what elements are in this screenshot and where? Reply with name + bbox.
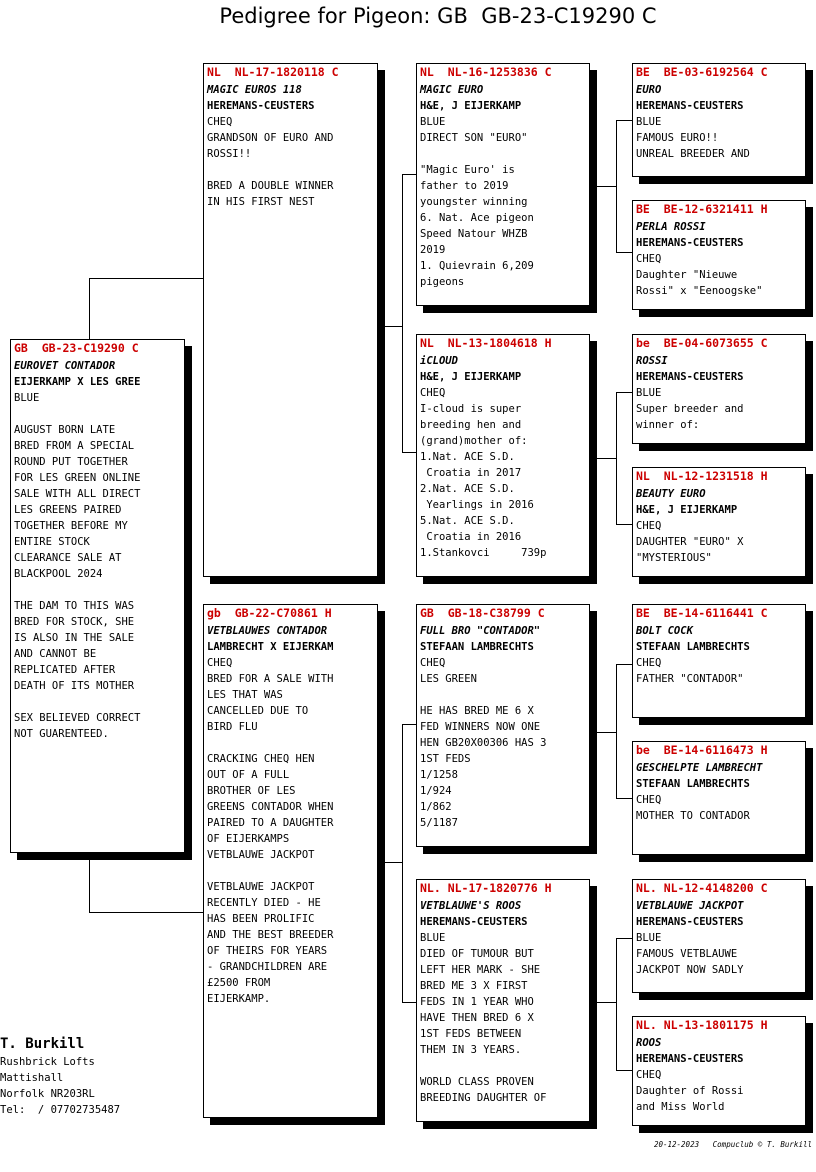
pigeon-note-line: MOTHER TO CONTADOR xyxy=(636,810,750,822)
pigeon-box-dam xyxy=(203,604,378,1118)
pigeon-note-line xyxy=(207,162,374,178)
pigeon-note-line: pigeons xyxy=(420,276,465,288)
pigeon-note-line: BLUE xyxy=(636,932,662,944)
pigeon-note-line: CHEQ xyxy=(636,794,662,806)
pigeon-name: VETBLAUWE JACKPOT xyxy=(636,900,744,912)
pigeon-note-line: LES GREENS PAIRED xyxy=(14,504,122,516)
pigeon-note-line xyxy=(14,694,181,710)
pigeon-box-dam-sire xyxy=(416,604,590,847)
connector xyxy=(616,938,617,1070)
pigeon-name: MAGIC EUROS 118 xyxy=(207,84,302,96)
connector xyxy=(616,664,617,798)
pigeon-note-line: 1.Nat. ACE S.D. xyxy=(420,451,515,463)
ring-number: NL NL-13-1804618 H xyxy=(420,336,552,350)
connector xyxy=(89,278,90,340)
connector xyxy=(402,1002,416,1003)
breeder-name: STEFAAN LAMBRECHTS xyxy=(636,778,750,790)
pigeon-note-line: "MYSTERIOUS" xyxy=(636,552,712,564)
breeder-name: HEREMANS-CEUSTERS xyxy=(420,916,528,928)
pigeon-note-line: BREEDING DAUGHTER OF xyxy=(420,1092,547,1104)
pigeon-note-line: DAUGHTER "EURO" X xyxy=(636,536,744,548)
pigeon-note-line: CHEQ xyxy=(636,1069,662,1081)
pigeon-note-line: BRED A DOUBLE WINNER xyxy=(207,180,334,192)
pigeon-note-line: HEN GB20X00306 HAS 3 xyxy=(420,737,547,749)
pigeon-name: ROOS xyxy=(636,1037,662,1049)
breeder-name: HEREMANS-CEUSTERS xyxy=(207,100,315,112)
pigeon-note-line: HAVE THEN BRED 6 X xyxy=(420,1012,534,1024)
pigeon-box-dam-dam-sire xyxy=(632,879,806,993)
pigeon-note-line: 1. Quievrain 6,209 xyxy=(420,260,534,272)
pigeon-note-line: father to 2019 xyxy=(420,180,509,192)
pigeon-note-line: Daughter "Nieuwe xyxy=(636,269,738,281)
pigeon-note-line: GREENS CONTADOR WHEN xyxy=(207,801,334,813)
pigeon-note-line: DIED OF TUMOUR BUT xyxy=(420,948,534,960)
pigeon-name: iCLOUD xyxy=(420,355,458,367)
pigeon-note-line: OF EIJERKAMPS xyxy=(207,833,290,845)
pigeon-note-line: 1.Stankovci 739p xyxy=(420,547,547,559)
connector xyxy=(616,798,632,799)
pigeon-note-line: LEFT HER MARK - SHE xyxy=(420,964,541,976)
breeder-name: STEFAAN LAMBRECHTS xyxy=(420,641,534,653)
connector xyxy=(596,1002,616,1003)
pigeon-note-line: VETBLAUWE JACKPOT xyxy=(207,849,315,861)
pigeon-note-line: CLEARANCE SALE AT xyxy=(14,552,122,564)
pigeon-note-line: and Miss World xyxy=(636,1101,725,1113)
pigeon-note-line: AUGUST BORN LATE xyxy=(14,424,116,436)
ring-number: NL NL-17-1820118 C xyxy=(207,65,339,79)
breeder-name: HEREMANS-CEUSTERS xyxy=(636,237,744,249)
pigeon-note-line: FED WINNERS NOW ONE xyxy=(420,721,541,733)
pigeon-note-line xyxy=(420,146,586,162)
pigeon-note-line: CHEQ xyxy=(207,657,233,669)
pigeon-box-sire-sire xyxy=(416,63,590,306)
pigeon-note-line: CHEQ xyxy=(636,657,662,669)
pigeon-note-line: I-cloud is super xyxy=(420,403,522,415)
pigeon-note-line: BROTHER OF LES xyxy=(207,785,296,797)
pigeon-box-sire-sire-dam xyxy=(632,200,806,310)
breeder-name: H&E, J EIJERKAMP xyxy=(420,371,522,383)
pigeon-note-line: VETBLAUWE JACKPOT xyxy=(207,881,315,893)
pigeon-note-line: BRED FROM A SPECIAL xyxy=(14,440,135,452)
pigeon-note-line: 6. Nat. Ace pigeon xyxy=(420,212,534,224)
breeder-name: H&E, J EIJERKAMP xyxy=(636,504,738,516)
pigeon-note-line: Yearlings in 2016 xyxy=(420,499,534,511)
pigeon-note-line: EIJERKAMP. xyxy=(207,993,271,1005)
pigeon-note-line: Croatia in 2016 xyxy=(420,531,522,543)
connector xyxy=(402,724,416,725)
breeder-name: HEREMANS-CEUSTERS xyxy=(636,371,744,383)
pigeon-box-dam-sire-dam xyxy=(632,741,806,855)
pigeon-note-line: AND CANNOT BE xyxy=(14,648,97,660)
ring-number: NL. NL-13-1801175 H xyxy=(636,1018,768,1032)
breeder-name: EIJERKAMP X LES GREE xyxy=(14,376,141,388)
pigeon-name: EURO xyxy=(636,84,662,96)
pigeon-note-line: FEDS IN 1 YEAR WHO xyxy=(420,996,534,1008)
breeder-name: LAMBRECHT X EIJERKAM xyxy=(207,641,334,653)
pigeon-note-line: ROSSI!! xyxy=(207,148,252,160)
connector xyxy=(616,120,617,252)
pigeon-box-dam-dam-dam xyxy=(632,1016,806,1126)
pigeon-note-line: FAMOUS VETBLAUWE xyxy=(636,948,738,960)
pigeon-note-line: 1/924 xyxy=(420,785,452,797)
pigeon-note-line: HE HAS BRED ME 6 X xyxy=(420,705,534,717)
pigeon-note-line: CHEQ xyxy=(636,520,662,532)
ring-number: BE BE-03-6192564 C xyxy=(636,65,768,79)
pigeon-note-line: £2500 FROM xyxy=(207,977,271,989)
footer-credit: 20-12-2023 Compuclub © T. Burkill xyxy=(653,1140,812,1149)
pigeon-note-line: THE DAM TO THIS WAS xyxy=(14,600,135,612)
breeder-name: HEREMANS-CEUSTERS xyxy=(636,1053,744,1065)
pigeon-name: EUROVET CONTADOR xyxy=(14,360,116,372)
ring-number: NL NL-16-1253836 C xyxy=(420,65,552,79)
pigeon-note-line: BLUE xyxy=(636,116,662,128)
pigeon-note-line: DEATH OF ITS MOTHER xyxy=(14,680,135,692)
pigeon-note-line: LES THAT WAS xyxy=(207,689,283,701)
pigeon-note-line: BLUE xyxy=(420,932,446,944)
pigeon-note-line: 1ST FEDS BETWEEN xyxy=(420,1028,522,1040)
pigeon-box-sire xyxy=(203,63,378,577)
pigeon-note-line: 5.Nat. ACE S.D. xyxy=(420,515,515,527)
connector xyxy=(89,858,90,912)
pigeon-note-line: 1ST FEDS xyxy=(420,753,471,765)
ring-number: be BE-14-6116473 H xyxy=(636,743,768,757)
pigeon-box-sire-dam-dam xyxy=(632,467,806,577)
pigeon-note-line: BRED FOR STOCK, SHE xyxy=(14,616,135,628)
connector xyxy=(384,862,402,863)
pigeon-note-line: OF THEIRS FOR YEARS xyxy=(207,945,328,957)
ring-number: BE BE-12-6321411 H xyxy=(636,202,768,216)
connector xyxy=(402,452,416,453)
pigeon-note-line: IN HIS FIRST NEST xyxy=(207,196,315,208)
pigeon-note-line: Daughter of Rossi xyxy=(636,1085,744,1097)
pigeon-note-line: BLUE xyxy=(636,387,662,399)
pigeon-note-line: CHEQ xyxy=(420,387,446,399)
connector xyxy=(616,524,632,525)
connector xyxy=(402,724,403,1002)
pigeon-name: VETBLAUWE'S ROOS xyxy=(420,900,522,912)
pigeon-note-line: ENTIRE STOCK xyxy=(14,536,90,548)
connector xyxy=(384,326,402,327)
page-title: Pedigree for Pigeon: GB GB-23-C19290 C xyxy=(219,4,657,28)
pigeon-note-line: IS ALSO IN THE SALE xyxy=(14,632,135,644)
pigeon-note-line: FATHER "CONTADOR" xyxy=(636,673,744,685)
owner-address-line: Norfolk NR203RL xyxy=(0,1088,95,1100)
pigeon-note-line: SALE WITH ALL DIRECT xyxy=(14,488,141,500)
connector xyxy=(616,120,632,121)
pigeon-note-line: youngster winning xyxy=(420,196,528,208)
connector xyxy=(596,186,616,187)
pigeon-note-line: OUT OF A FULL xyxy=(207,769,290,781)
connector xyxy=(89,278,204,279)
pigeon-name: GESCHELPTE LAMBRECHT xyxy=(636,762,763,774)
pigeon-note-line: 5/1187 xyxy=(420,817,458,829)
ring-number: GB GB-23-C19290 C xyxy=(14,341,139,355)
pigeon-name: BOLT COCK xyxy=(636,625,693,637)
pigeon-note-line: WORLD CLASS PROVEN xyxy=(420,1076,534,1088)
pigeon-note-line: GRANDSON OF EURO AND xyxy=(207,132,334,144)
pigeon-box-subject xyxy=(10,339,185,853)
pigeon-note-line xyxy=(420,1058,586,1074)
pigeon-note-line: THEM IN 3 YEARS. xyxy=(420,1044,522,1056)
connector xyxy=(616,1070,632,1071)
pigeon-note-line: LES GREEN xyxy=(420,673,477,685)
pigeon-box-sire-dam-sire xyxy=(632,334,806,444)
connector xyxy=(616,392,632,393)
pigeon-note-line: 1/862 xyxy=(420,801,452,813)
pigeon-note-line: 2.Nat. ACE S.D. xyxy=(420,483,515,495)
pigeon-note-line: PAIRED TO A DAUGHTER xyxy=(207,817,334,829)
pigeon-note-line: BLUE xyxy=(420,116,446,128)
pigeon-note-line: CANCELLED DUE TO xyxy=(207,705,309,717)
connector xyxy=(616,392,617,524)
pigeon-note-line: REPLICATED AFTER xyxy=(14,664,116,676)
pigeon-note-line: 1/1258 xyxy=(420,769,458,781)
pigeon-note-line: SEX BELIEVED CORRECT xyxy=(14,712,141,724)
pigeon-note-line: FOR LES GREEN ONLINE xyxy=(14,472,141,484)
pigeon-note-line: NOT GUARENTEED. xyxy=(14,728,109,740)
owner-name: T. Burkill xyxy=(0,1036,85,1052)
pigeon-note-line: (grand)mother of: xyxy=(420,435,528,447)
pigeon-name: FULL BRO "CONTADOR" xyxy=(420,625,541,637)
pigeon-note-line xyxy=(14,406,181,422)
pigeon-note-line: BLUE xyxy=(14,392,40,404)
breeder-name: H&E, J EIJERKAMP xyxy=(420,100,522,112)
pigeon-note-line: CHEQ xyxy=(207,116,233,128)
pigeon-box-dam-dam xyxy=(416,879,590,1122)
pigeon-note-line: "Magic Euro' is xyxy=(420,164,515,176)
pigeon-note-line xyxy=(207,863,374,879)
pigeon-note-line: DIRECT SON "EURO" xyxy=(420,132,528,144)
ring-number: BE BE-14-6116441 C xyxy=(636,606,768,620)
pigeon-note-line: JACKPOT NOW SADLY xyxy=(636,964,744,976)
ring-number: NL. NL-17-1820776 H xyxy=(420,881,552,895)
pigeon-name: MAGIC EURO xyxy=(420,84,484,96)
ring-number: NL. NL-12-4148200 C xyxy=(636,881,768,895)
pigeon-note-line: FAMOUS EURO!! xyxy=(636,132,719,144)
pigeon-note-line: ROUND PUT TOGETHER xyxy=(14,456,128,468)
owner-phone: Tel: / 07702735487 xyxy=(0,1104,121,1116)
connector xyxy=(616,664,632,665)
pigeon-note-line: Croatia in 2017 xyxy=(420,467,522,479)
pigeon-note-line xyxy=(14,582,181,598)
pigeon-note-line: CRACKING CHEQ HEN xyxy=(207,753,315,765)
connector xyxy=(402,174,403,452)
breeder-name: HEREMANS-CEUSTERS xyxy=(636,916,744,928)
pigeon-note-line: BRED ME 3 X FIRST xyxy=(420,980,528,992)
pigeon-note-line: RECENTLY DIED - HE xyxy=(207,897,321,909)
pigeon-note-line: BIRD FLU xyxy=(207,721,258,733)
owner-block xyxy=(0,1034,120,1118)
breeder-name: STEFAAN LAMBRECHTS xyxy=(636,641,750,653)
pigeon-name: BEAUTY EURO xyxy=(636,488,706,500)
owner-address-line: Mattishall xyxy=(0,1072,64,1084)
pigeon-note-line: Rossi" x "Eenoogske" xyxy=(636,285,763,297)
ring-number: be BE-04-6073655 C xyxy=(636,336,768,350)
owner-address-line: Rushbrick Lofts xyxy=(0,1056,95,1068)
pigeon-note-line: AND THE BEST BREEDER xyxy=(207,929,334,941)
pigeon-name: PERLA ROSSI xyxy=(636,221,706,233)
pigeon-note-line: winner of: xyxy=(636,419,700,431)
pigeon-note-line xyxy=(420,687,586,703)
pigeon-note-line: 2019 xyxy=(420,244,446,256)
pigeon-note-line: Super breeder and xyxy=(636,403,744,415)
pigeon-note-line xyxy=(207,735,374,751)
pigeon-note-line: UNREAL BREEDER AND xyxy=(636,148,750,160)
ring-number: GB GB-18-C38799 C xyxy=(420,606,545,620)
connector xyxy=(596,458,616,459)
pigeon-note-line: TOGETHER BEFORE MY xyxy=(14,520,128,532)
pigeon-note-line: breeding hen and xyxy=(420,419,522,431)
connector xyxy=(616,938,632,939)
pigeon-name: ROSSI xyxy=(636,355,668,367)
breeder-name: HEREMANS-CEUSTERS xyxy=(636,100,744,112)
pigeon-note-line: BLACKPOOL 2024 xyxy=(14,568,103,580)
pigeon-note-line: HAS BEEN PROLIFIC xyxy=(207,913,315,925)
connector xyxy=(89,912,204,913)
pigeon-note-line: BRED FOR A SALE WITH xyxy=(207,673,334,685)
pigeon-box-sire-sire-sire xyxy=(632,63,806,177)
ring-number: NL NL-12-1231518 H xyxy=(636,469,768,483)
connector xyxy=(596,732,616,733)
pigeon-box-dam-sire-sire xyxy=(632,604,806,718)
connector xyxy=(402,174,416,175)
pigeon-note-line: CHEQ xyxy=(636,253,662,265)
pigeon-name: VETBLAUWES CONTADOR xyxy=(207,625,328,637)
ring-number: gb GB-22-C70861 H xyxy=(207,606,332,620)
connector xyxy=(616,252,632,253)
pigeon-note-line: - GRANDCHILDREN ARE xyxy=(207,961,328,973)
pigeon-note-line: Speed Natour WHZB xyxy=(420,228,528,240)
pigeon-note-line: CHEQ xyxy=(420,657,446,669)
pigeon-box-sire-dam xyxy=(416,334,590,577)
